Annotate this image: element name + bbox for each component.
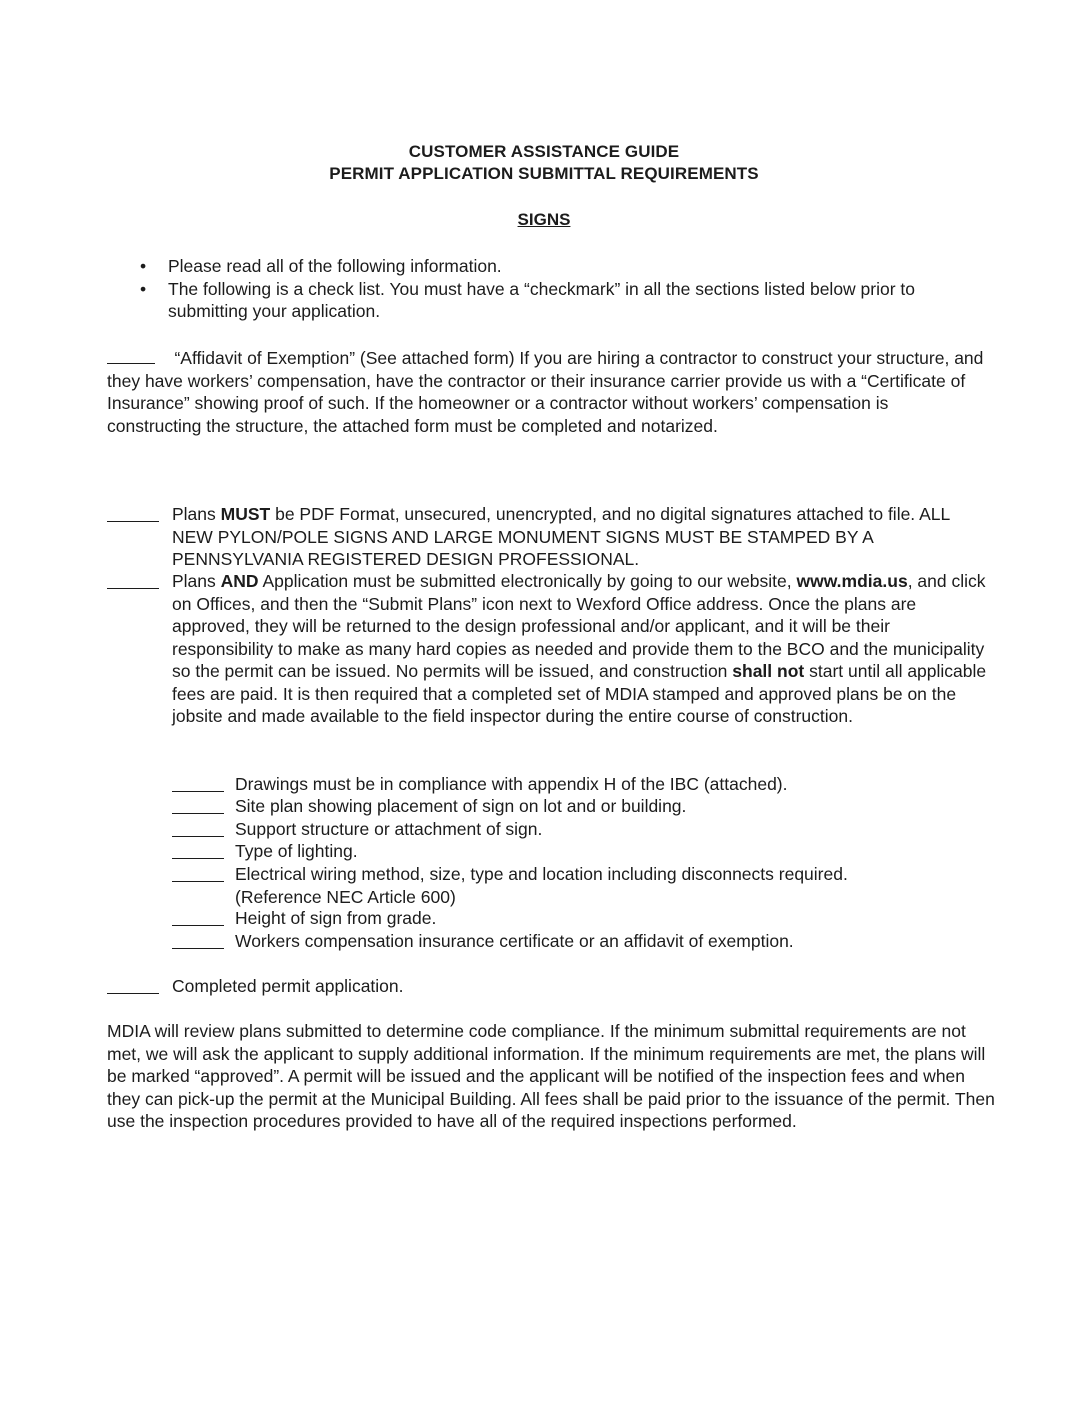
sub-checklist-item xyxy=(172,773,952,796)
instruction-text: The following is a check list. You must have a “checkmark” in all the sections listed below prior to submitting your application. xyxy=(168,278,916,321)
sub-checklist-text: Type of lighting. xyxy=(235,841,358,861)
checklist-item-electronic-submission xyxy=(107,570,987,728)
sub-checklist-item xyxy=(172,840,952,863)
sub-checklist-text: Drawings must be in compliance with appendix H of the IBC (attached). xyxy=(235,774,788,794)
website-link[interactable]: www.mdia.us xyxy=(796,571,908,591)
checkbox-blank[interactable] xyxy=(107,574,159,589)
checklist-text xyxy=(172,570,987,728)
checkbox-blank[interactable] xyxy=(172,844,224,859)
text-segment: , and click on Offices, and then the “Submit Plans” icon next to Wexford Office address. Once the plans are approved, they will be returned to the design professional and/or applicant, and it will be their responsibility to make as many hard copies as needed and provide them to the BCO and the municipality so the permit can be issued. No permits will be issued, and construction xyxy=(172,571,986,681)
section-heading: SIGNS xyxy=(517,210,571,229)
checkbox-blank[interactable] xyxy=(107,348,155,364)
instruction-item xyxy=(140,255,960,278)
emphasis-text: AND xyxy=(220,571,259,591)
checkbox-blank[interactable] xyxy=(107,507,159,522)
checklist-item-completed-application xyxy=(107,975,987,998)
sub-checklist-item xyxy=(172,930,952,953)
sub-checklist-item xyxy=(172,818,952,841)
sub-checklist-text: Electrical wiring method, size, type and location including disconnects required. (Reference NEC Article 600) xyxy=(235,864,848,907)
text-segment: Plans xyxy=(172,504,221,524)
sub-checklist-text: Site plan showing placement of sign on lot and or building. xyxy=(235,796,687,816)
sub-checklist-text: Support structure or attachment of sign. xyxy=(235,819,543,839)
bullet-icon: • xyxy=(140,278,147,299)
emphasis-text: shall not xyxy=(732,661,805,681)
checkbox-blank[interactable] xyxy=(172,867,224,882)
sub-checklist-text: Workers compensation insurance certificate or an affidavit of exemption. xyxy=(235,931,794,951)
text-segment: Application must be submitted electronically by going to our website, xyxy=(258,571,797,591)
sub-checklist-item xyxy=(172,795,952,818)
checkbox-blank[interactable] xyxy=(172,934,224,949)
sub-checklist-item xyxy=(172,907,952,930)
checklist-text xyxy=(172,503,987,571)
checkbox-blank[interactable] xyxy=(172,777,224,792)
checklist-item-plans-format xyxy=(107,503,987,571)
instruction-text: Please read all of the following information. xyxy=(168,256,502,276)
affidavit-text: “Affidavit of Exemption” (See attached form) If you are hiring a contractor to construct your structure, and they have workers’ compensation, have the contractor or their insurance carrier provide us with a “Certificate of Insurance” showing proof of such. If the homeowner or a contractor without workers’ compensation is constructing the structure, the attached form must be completed and notarized. xyxy=(107,348,984,436)
checkbox-blank[interactable] xyxy=(172,822,224,837)
guide-subtitle: PERMIT APPLICATION SUBMITTAL REQUIREMENTS xyxy=(329,164,759,183)
text-segment: be PDF Format, unsecured, unencrypted, and no digital signatures attached to file. ALL NEW PYLON/POLE SIGNS AND LARGE MONUMENT SIGNS MUST BE STAMPED BY A PENNSYLVANIA REGISTERED DESIGN PROFESSIONAL. xyxy=(172,504,950,569)
checkbox-blank[interactable] xyxy=(107,979,159,994)
emphasis-text: MUST xyxy=(220,504,271,524)
checklist-text: Completed permit application. xyxy=(172,976,404,996)
text-segment: Plans xyxy=(172,571,221,591)
text-segment: start until all applicable fees are paid. It is then required that a completed set of MDIA stamped and approved plans be on the jobsite and made available to the field inspector during the entire course of construction. xyxy=(172,661,987,726)
instruction-list xyxy=(140,255,960,323)
guide-title: CUSTOMER ASSISTANCE GUIDE xyxy=(408,142,680,161)
checkbox-blank[interactable] xyxy=(172,799,224,814)
checkbox-blank[interactable] xyxy=(172,911,224,926)
closing-paragraph: MDIA will review plans submitted to determine code compliance. If the minimum submittal requirements are not met, we will ask the applicant to supply additional information. If the minimum requirements are met, the plans will be marked “approved”. A permit will be issued and the applicant will be notified of the inspection fees and when they can pick-up the permit at the Municipal Building. All fees shall be paid prior to the issuance of the permit. Then use the inspection procedures provided to have all of the required inspections performed. xyxy=(107,1021,995,1131)
affidavit-paragraph xyxy=(107,347,987,437)
bullet-icon: • xyxy=(140,256,147,276)
sub-checklist-text: Height of sign from grade. xyxy=(235,908,437,928)
instruction-item xyxy=(140,278,960,323)
sub-checklist-item xyxy=(172,863,952,908)
